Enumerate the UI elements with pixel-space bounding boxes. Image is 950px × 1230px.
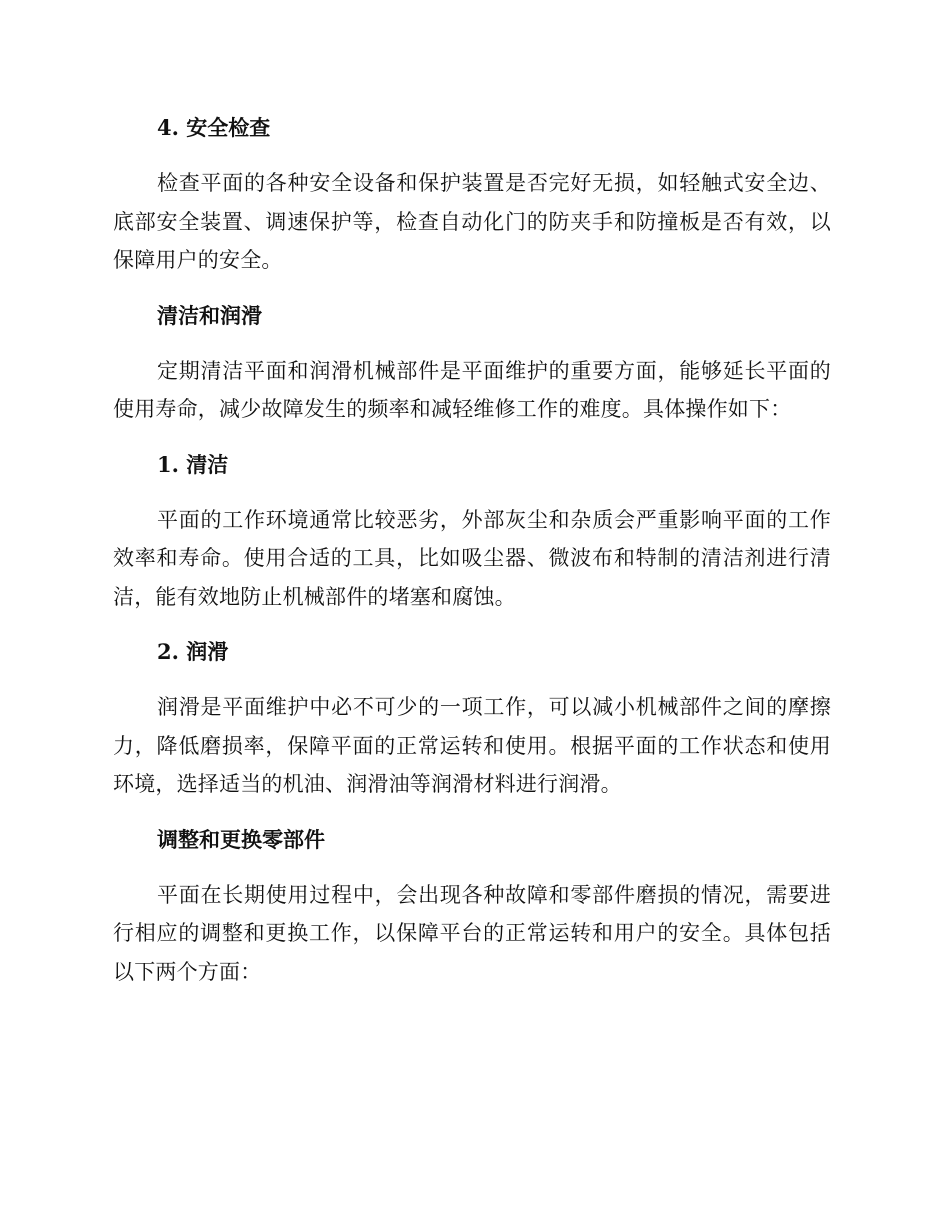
- spacer: [113, 335, 831, 352]
- section-paragraph-adjust-replace-parts: 平面在长期使用过程中，会出现各种故障和零部件磨损的情况，需要进行相应的调整和更换工作，以保障平台的正常运转和用户的安全。具体包括以下两个方面：: [113, 882, 831, 984]
- section-paragraph-lubrication: 润滑是平面维护中必不可少的一项工作，可以减小机械部件之间的摩擦力，降低磨损率，保障平面的正常运转和使用。根据平面的工作状态和使用环境，选择适当的机油、润滑油等润滑材料进行润滑。: [113, 695, 831, 796]
- spacer: [113, 804, 831, 821]
- section-paragraph-cleaning: 平面的工作环境通常比较恶劣，外部灰尘和杂质会严重影响平面的工作效率和寿命。使用合适的工具，比如吸尘器、微波布和特制的清洁剂进行清洁，能有效地防止机械部件的堵塞和腐蚀。: [113, 507, 831, 609]
- spacer: [113, 484, 831, 501]
- spacer: [113, 429, 831, 446]
- section-paragraph-safety-check: 检查平面的各种安全设备和保护装置是否完好无损，如轻触式安全边、底部安全装置、调速保护等，检查自动化门的防夹手和防撞板是否有效，以保障用户的安全。: [113, 171, 831, 272]
- spacer: [113, 616, 831, 633]
- section-heading-adjust-replace-parts: 调整和更换零部件: [157, 826, 325, 852]
- spacer: [113, 859, 831, 876]
- document-body: [113, 109, 831, 991]
- section-heading-lubrication: 2. 润滑: [157, 639, 229, 664]
- section-heading-cleaning: 1. 清洁: [157, 451, 229, 477]
- section-heading-safety-check: 4. 安全检查: [157, 115, 271, 140]
- section-paragraph-cleaning-lubrication: 定期清洁平面和润滑机械部件是平面维护的重要方面，能够延长平面的使用寿命，减少故障发生的频率和减轻维修工作的难度。具体操作如下：: [113, 358, 831, 421]
- section-heading-cleaning-lubrication: 清洁和润滑: [157, 302, 262, 328]
- spacer: [113, 280, 831, 297]
- spacer: [113, 147, 831, 164]
- spacer: [113, 671, 831, 688]
